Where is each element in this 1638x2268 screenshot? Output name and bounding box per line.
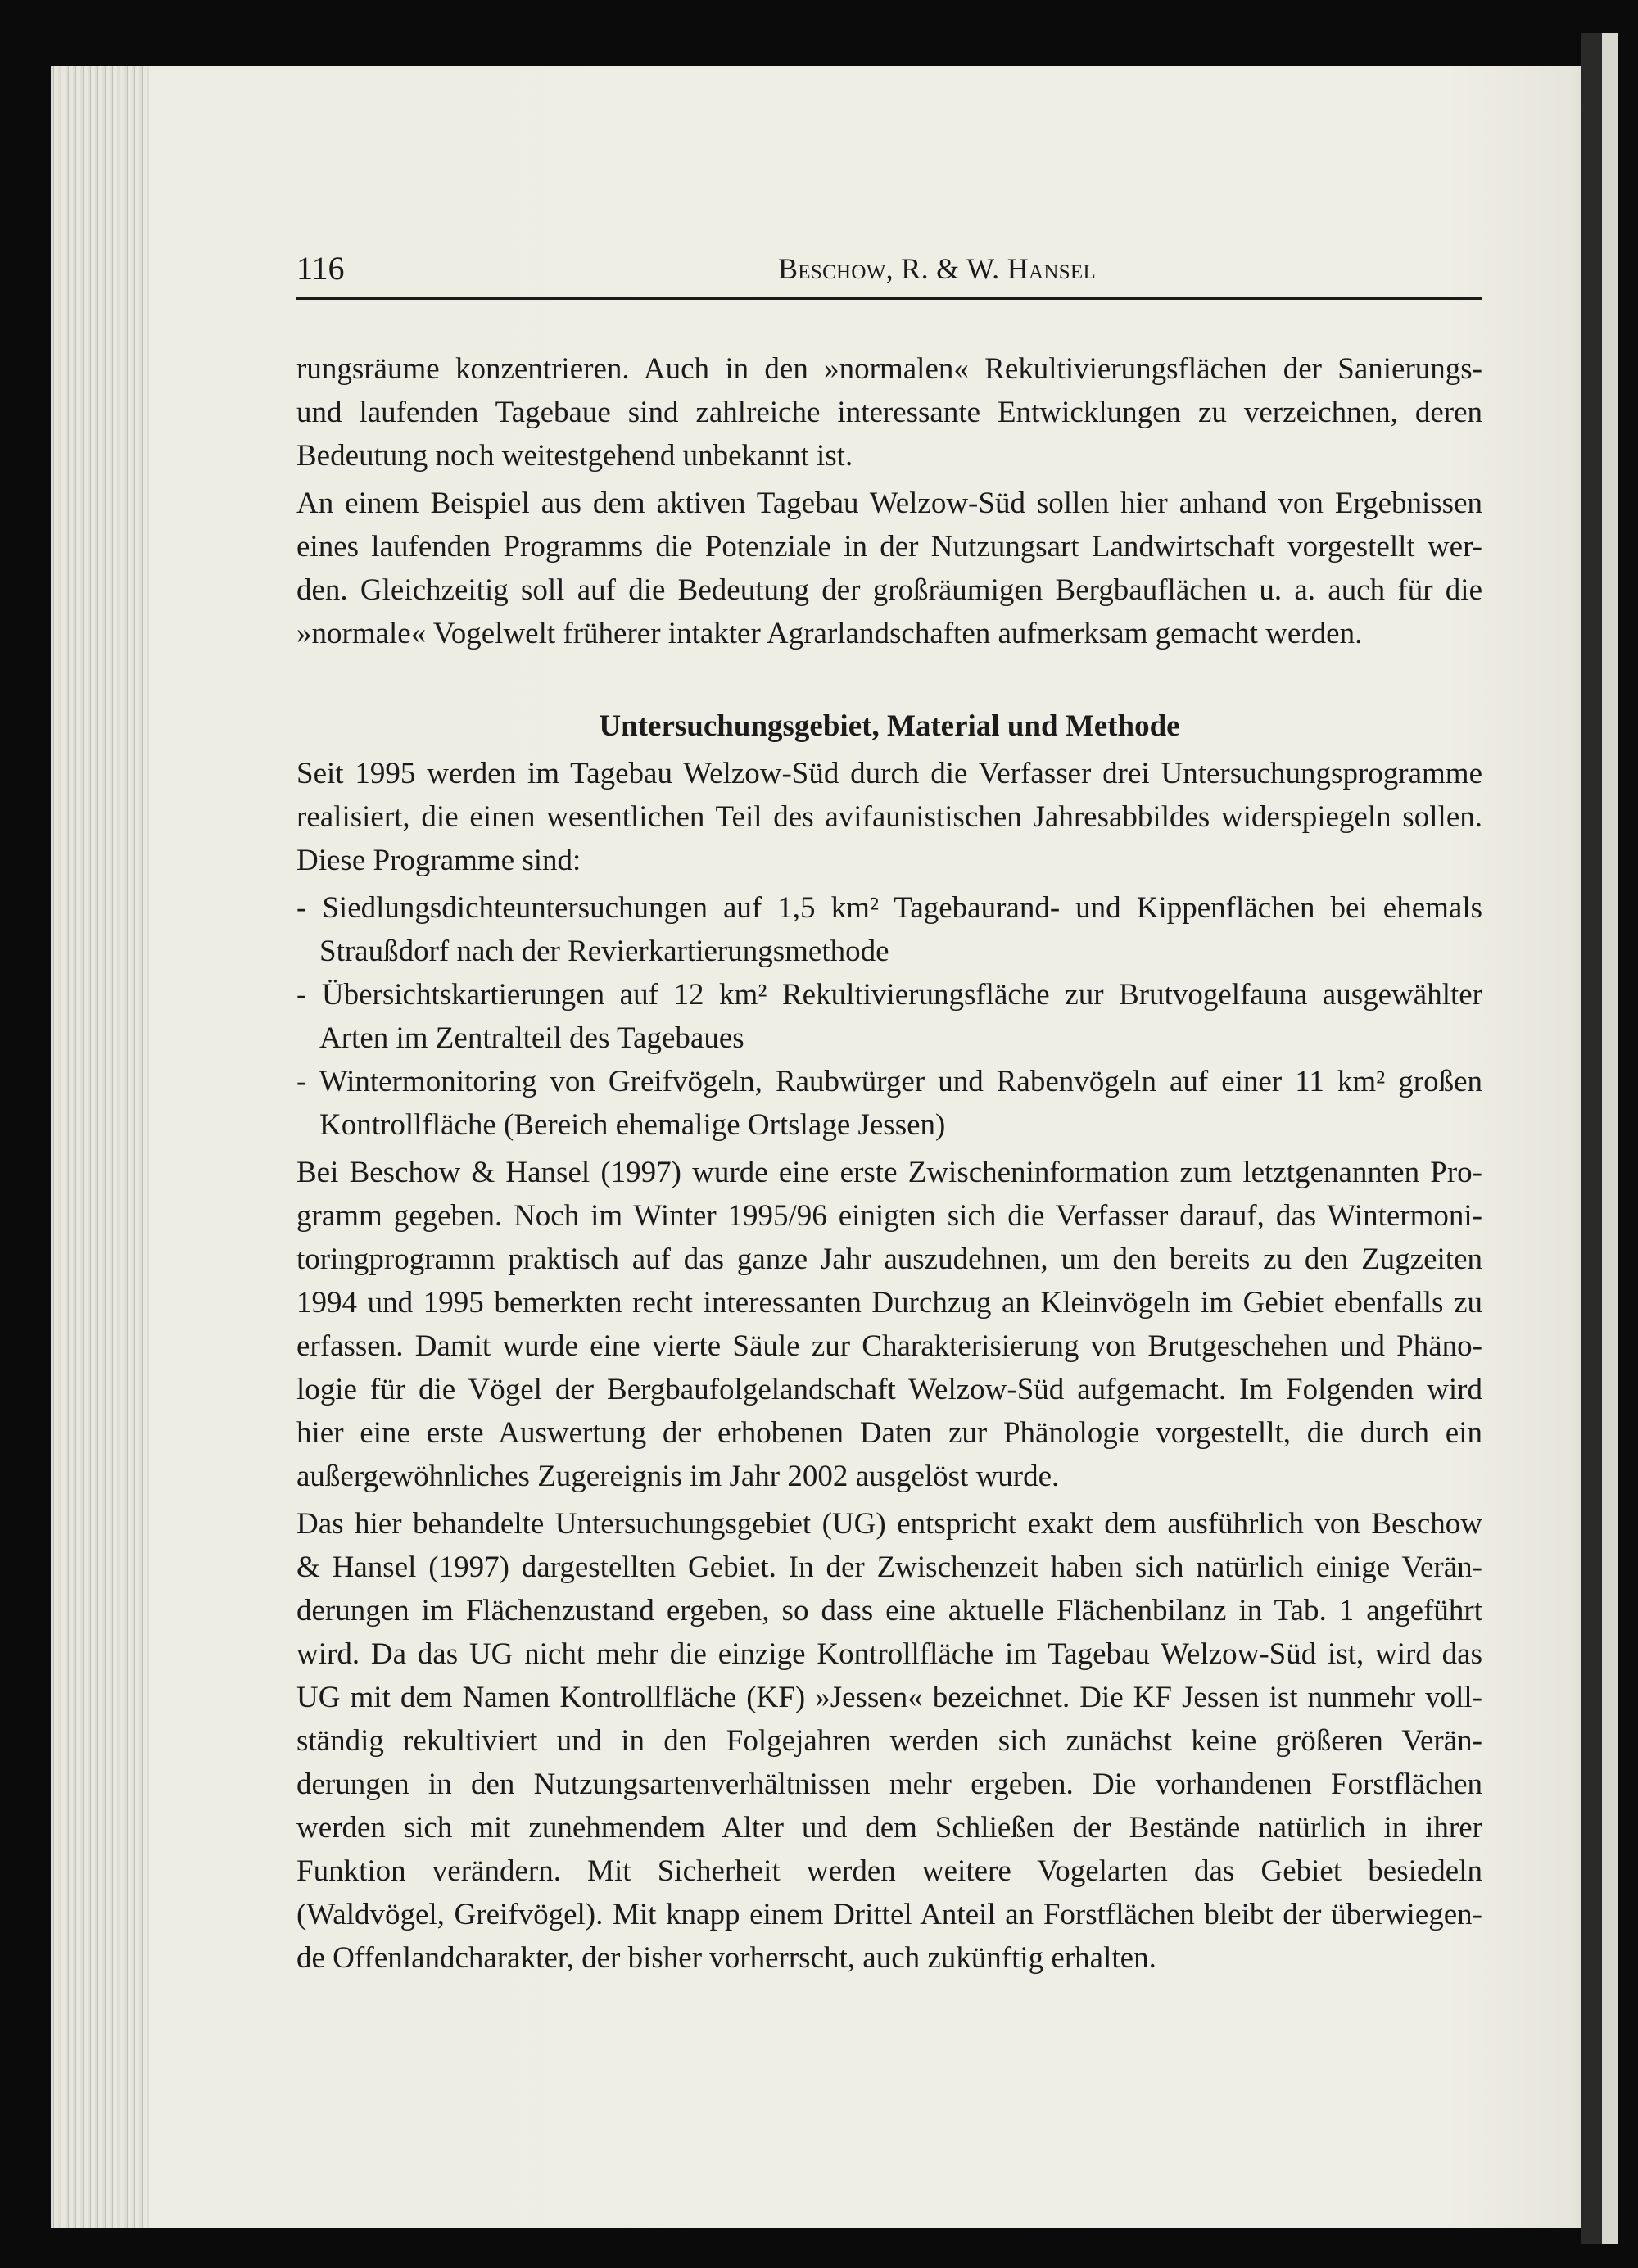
text-line: Bedeutung noch weitestgehend unbekannt ist. xyxy=(296,439,853,473)
text-line: de Offenlandcharakter, der bisher vorherrscht, auch zukünftig erhalten. xyxy=(296,1941,1156,1975)
text-line: »normale« Vogelwelt früherer intakter Agrarlandschaften aufmerksam gemacht werden. xyxy=(296,617,1363,650)
text-line: Seit 1995 werden im Tagebau Welzow-Süd durch die Verfasser drei Untersuchungsprogramme xyxy=(296,757,1482,790)
text-line: Kontrollfläche (Bereich ehemalige Ortslage Jessen) xyxy=(319,1108,946,1142)
text-line: rungsräume konzentrieren. Auch in den »normalen« Rekultivierungsflächen der Sanierungs- xyxy=(296,352,1482,386)
text-line: Arten im Zentralteil des Tagebaues xyxy=(319,1021,744,1055)
text-line: und laufenden Tagebaue sind zahlreiche interessante Entwicklungen zu verzeichnen, deren xyxy=(296,396,1482,429)
list-item xyxy=(296,886,1482,973)
text-line: UG mit dem Namen Kontrollfläche (KF) »Jessen« bezeichnet. Die KF Jessen ist nunmehr voll- xyxy=(296,1681,1482,1714)
text-line: eines laufenden Programms die Potenziale in der Nutzungsart Landwirtschaft vorgestellt wer- xyxy=(296,530,1482,564)
text-line: Bei Beschow & Hansel (1997) wurde eine erste Zwischeninformation zum letztgenannten Pro- xyxy=(296,1156,1482,1189)
text-line: Diese Programme sind: xyxy=(296,844,581,877)
text-line: realisiert, die einen wesentlichen Teil des avifaunistischen Jahresabbildes widerspiegeln sollen. xyxy=(296,800,1482,834)
paragraph xyxy=(296,482,1482,655)
list-item xyxy=(296,1060,1482,1147)
text-line: den. Gleichzeitig soll auf die Bedeutung der großräumigen Bergbauflächen u. a. auch für die xyxy=(296,573,1482,607)
text-line: wird. Da das UG nicht mehr die einzige Kontrollfläche im Tagebau Welzow-Süd ist, wird das xyxy=(296,1637,1482,1671)
paragraph xyxy=(296,1151,1482,1498)
text-line: außergewöhnliches Zugereignis im Jahr 2002 ausgelöst wurde. xyxy=(296,1460,1060,1493)
text-line: derungen in den Nutzungsartenverhältnissen mehr ergeben. Die vorhandenen Forstflächen xyxy=(296,1768,1482,1801)
text-line: 1994 und 1995 bemerkten recht interessanten Durchzug an Kleinvögeln im Gebiet ebenfalls zu xyxy=(296,1286,1482,1320)
book-gutter xyxy=(1581,33,1602,2244)
section-heading: Untersuchungsgebiet, Material und Methode xyxy=(599,709,1180,743)
paragraph xyxy=(296,347,1482,478)
page-stack-edge xyxy=(51,66,149,2228)
text-line: Das hier behandelte Untersuchungsgebiet (UG) entspricht exakt dem ausführlich von Beschow xyxy=(296,1507,1482,1541)
paragraph xyxy=(296,1502,1482,1980)
text-line: & Hansel (1997) dargestellten Gebiet. In der Zwischenzeit haben sich natürlich einige Verän- xyxy=(296,1550,1482,1584)
list-item xyxy=(296,973,1482,1060)
text-line: ständig rekultiviert und in den Folgejahren werden sich zunächst keine größeren Verän- xyxy=(296,1724,1482,1758)
next-page-edge xyxy=(1602,33,1618,2244)
text-line: An einem Beispiel aus dem aktiven Tagebau Welzow-Süd sollen hier anhand von Ergebnissen xyxy=(296,487,1482,520)
body-text xyxy=(296,347,1482,1980)
text-line: - Wintermonitoring von Greifvögeln, Raubwürger und Rabenvögeln auf einer 11 km² großen xyxy=(296,1065,1482,1098)
paragraph xyxy=(296,752,1482,882)
text-line: Funktion verändern. Mit Sicherheit werden weitere Vogelarten das Gebiet besiedeln xyxy=(296,1854,1482,1888)
text-line: - Übersichtskartierungen auf 12 km² Rekultivierungsfläche zur Brutvogelfauna ausgewählter xyxy=(296,978,1482,1012)
text-line: Straußdorf nach der Revierkartierungsmethode xyxy=(319,935,889,968)
header-rule xyxy=(296,297,1482,300)
running-head: Beschow, R. & W. Hansel xyxy=(778,252,1097,285)
text-line: logie für die Vögel der Bergbaufolgelandschaft Welzow-Süd aufgemacht. Im Folgenden wird xyxy=(296,1373,1482,1406)
text-line: hier eine erste Auswertung der erhobenen Daten zur Phänologie vorgestellt, die durch ein xyxy=(296,1416,1482,1450)
page-number: 116 xyxy=(296,250,345,287)
text-line: erfassen. Damit wurde eine vierte Säule zur Charakterisierung von Brutgeschehen und Phäno- xyxy=(296,1329,1482,1363)
text-line: derungen im Flächenzustand ergeben, so dass eine aktuelle Flächenbilanz in Tab. 1 angeführt xyxy=(296,1594,1482,1627)
text-line: gramm gegeben. Noch im Winter 1995/96 einigten sich die Verfasser darauf, das Wintermoni- xyxy=(296,1199,1482,1233)
text-line: werden sich mit zunehmendem Alter und dem Schließen der Bestände natürlich in ihrer xyxy=(296,1811,1482,1845)
text-line: - Siedlungsdichteuntersuchungen auf 1,5 km² Tagebaurand- und Kippenflächen bei ehemals xyxy=(296,891,1482,925)
text-line: (Waldvögel, Greifvögel). Mit knapp einem Drittel Anteil an Forstflächen bleibt der überwiegen- xyxy=(296,1898,1482,1931)
text-line: toringprogramm praktisch auf das ganze Jahr auszudehnen, um den bereits zu den Zugzeiten xyxy=(296,1243,1482,1276)
